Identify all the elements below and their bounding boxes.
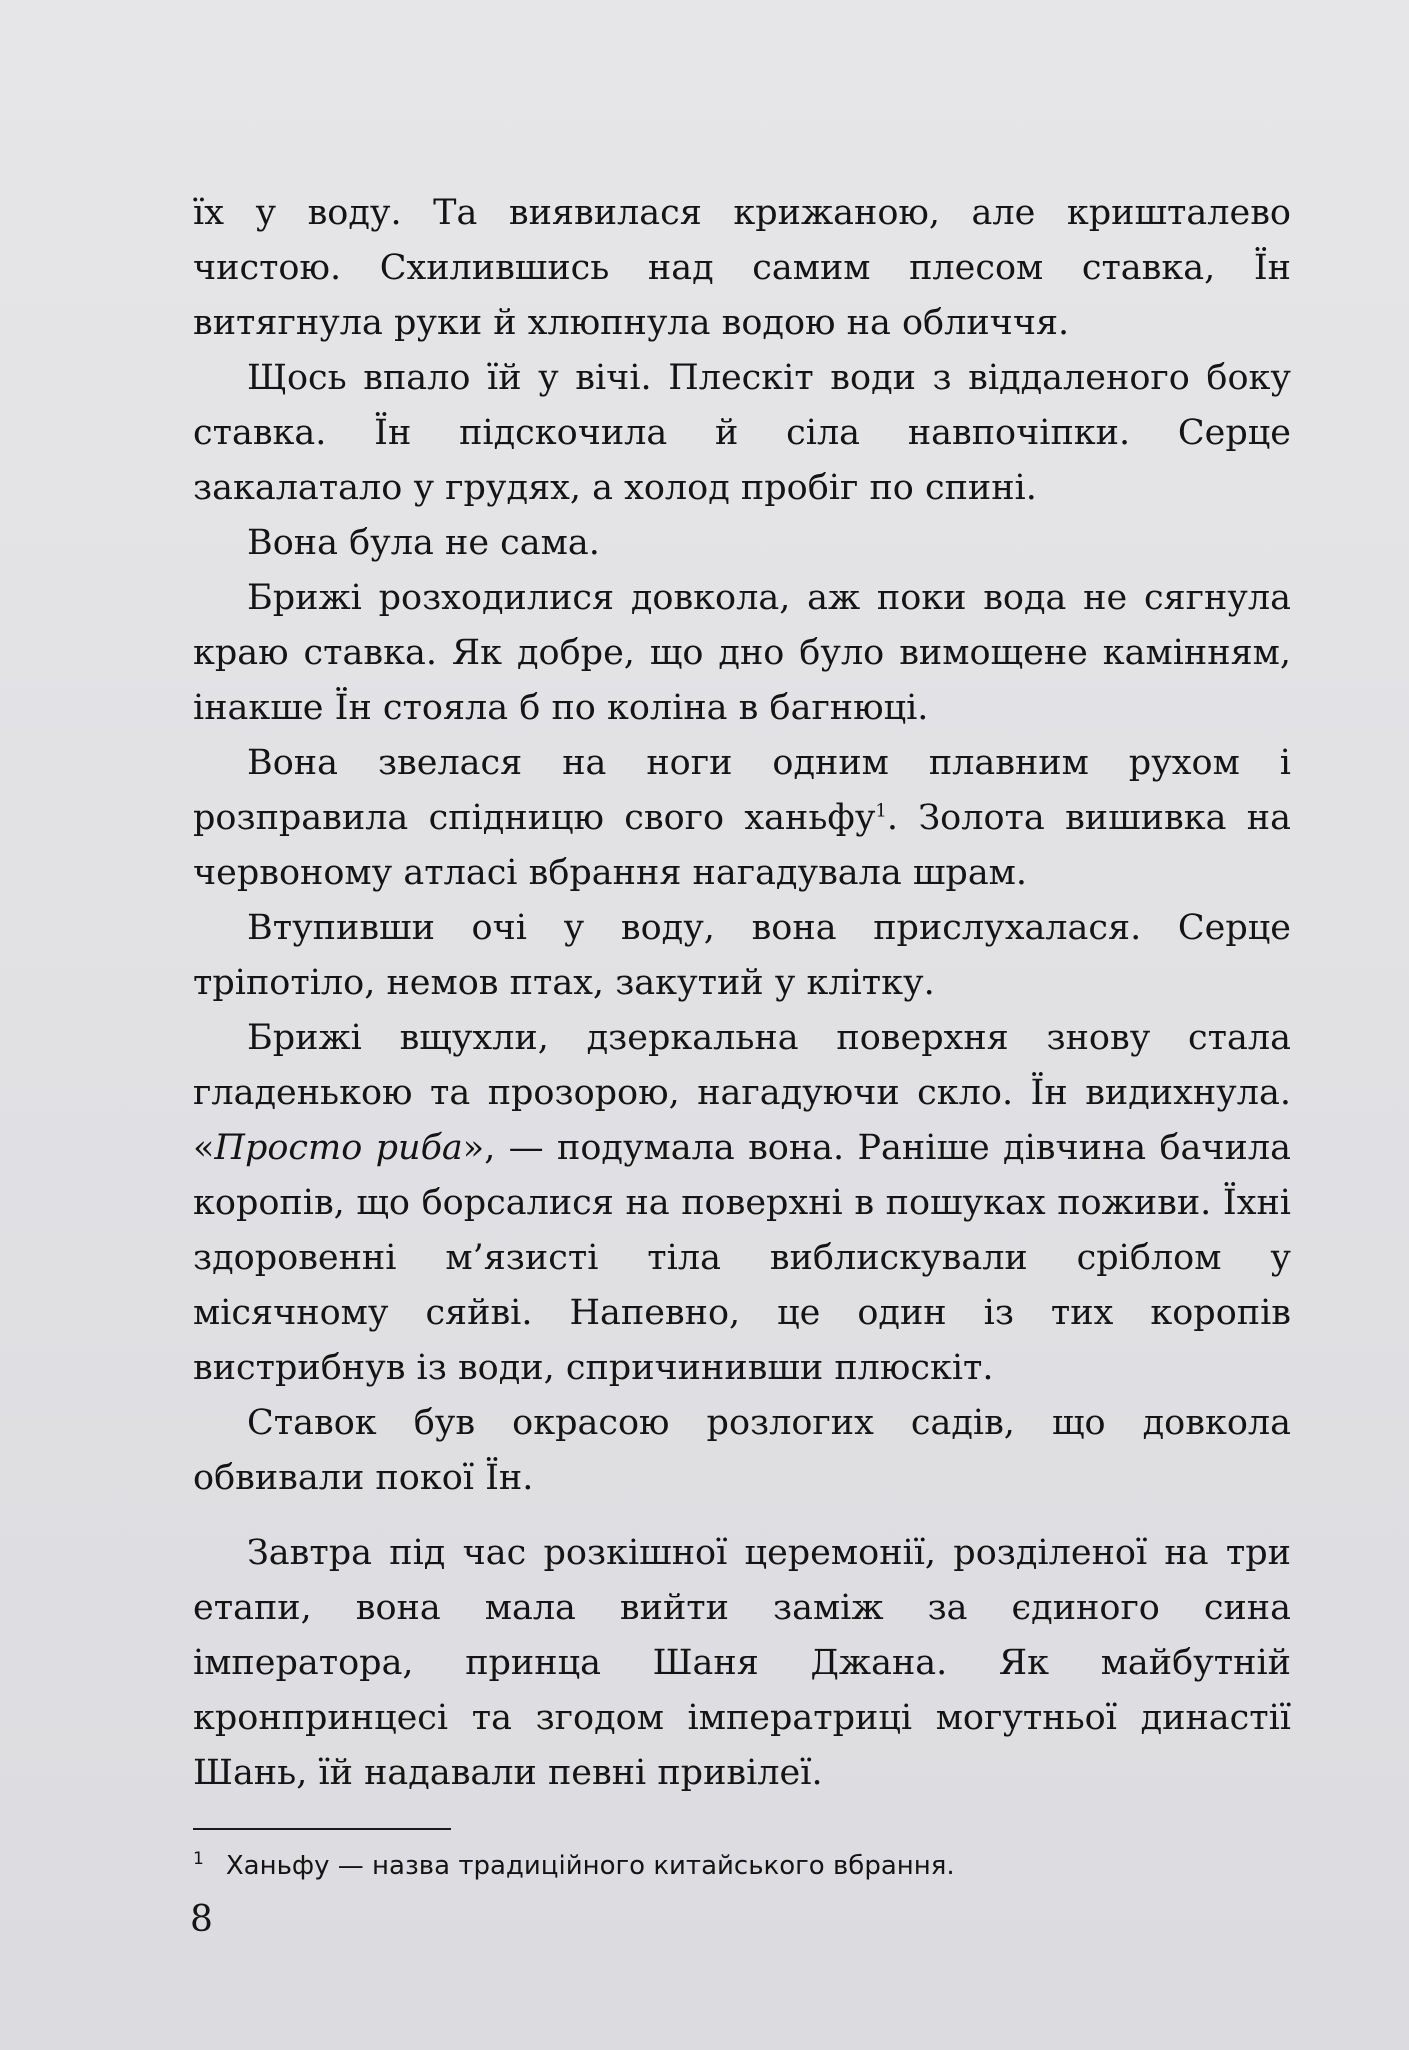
paragraph-7-end: », — подумала вона. Раніше дівчина бачила коропів, що борсалися на поверхні в пошуках поживи. Їхні здоровенні м’язисті тіла виблискували сріблом у місячному сяйві. Напевно, це один із тих коропів вистрибнув із води, спричинивши плюскіт. xyxy=(193,1128,1291,1388)
footnote-mark: 1 xyxy=(193,1849,204,1870)
footnote-text: Ханьфу — назва традиційного китайського вбрання. xyxy=(225,1851,955,1881)
paragraph-6: Втупивши очі у воду, вона прислухалася. Серце тріпотіло, немов птах, закутий у клітку. xyxy=(193,908,1291,1003)
paragraph-7-start: Брижі вщухли, дзеркальна поверхня знову стала гладенькою та прозорою, нагадуючи скло. Їн видихнула. « xyxy=(193,1018,1291,1168)
footnote-reference: 1 xyxy=(875,800,887,822)
paragraph-5-end: . Золота вишивка на червоному атласі вбрання нагадувала шрам. xyxy=(193,798,1291,893)
paragraph-4: Брижі розходилися довкола, аж поки вода не сягнула краю ставка. Як добре, що дно було вимощене камінням, інакше Їн стояла б по коліна в багнюці. xyxy=(193,578,1291,728)
paragraph-3: Вона була не сама. xyxy=(247,523,600,563)
paragraph-5-start: Вона звелася на ноги одним плавним рухом і розправила спідницю свого ханьфу xyxy=(193,743,1291,838)
paragraph-7 xyxy=(193,1011,1291,1396)
footnote xyxy=(193,1848,1291,1884)
page-number: 8 xyxy=(190,1899,213,1940)
body-text xyxy=(193,186,1291,1801)
paragraph-9: Завтра під час розкішної церемонії, розділеної на три етапи, вона мала вийти заміж за єдиного сина імператора, принца Шаня Джана. Як майбутній кронпринцесі та згодом імператриці могутньої династії Шань, їй надавали певні привілеї. xyxy=(193,1533,1291,1793)
paragraph-2: Щось впало їй у вічі. Плескіт води з віддаленого боку ставка. Їн підскочила й сіла навпочіпки. Серце закалатало у грудях, а холод пробіг по спині. xyxy=(193,358,1291,508)
paragraph-8: Ставок був окрасою розлогих садів, що довкола обвивали покої Їн. xyxy=(193,1403,1291,1498)
footnote-divider xyxy=(193,1828,451,1830)
paragraph-1: їх у воду. Та виявилася крижаною, але кришталево чистою. Схилившись над самим плесом ставка, Їн витягнула руки й хлюпнула водою на обличчя. xyxy=(193,193,1291,343)
italic-quote: Просто риба xyxy=(214,1128,463,1168)
paragraph-5 xyxy=(193,736,1291,901)
